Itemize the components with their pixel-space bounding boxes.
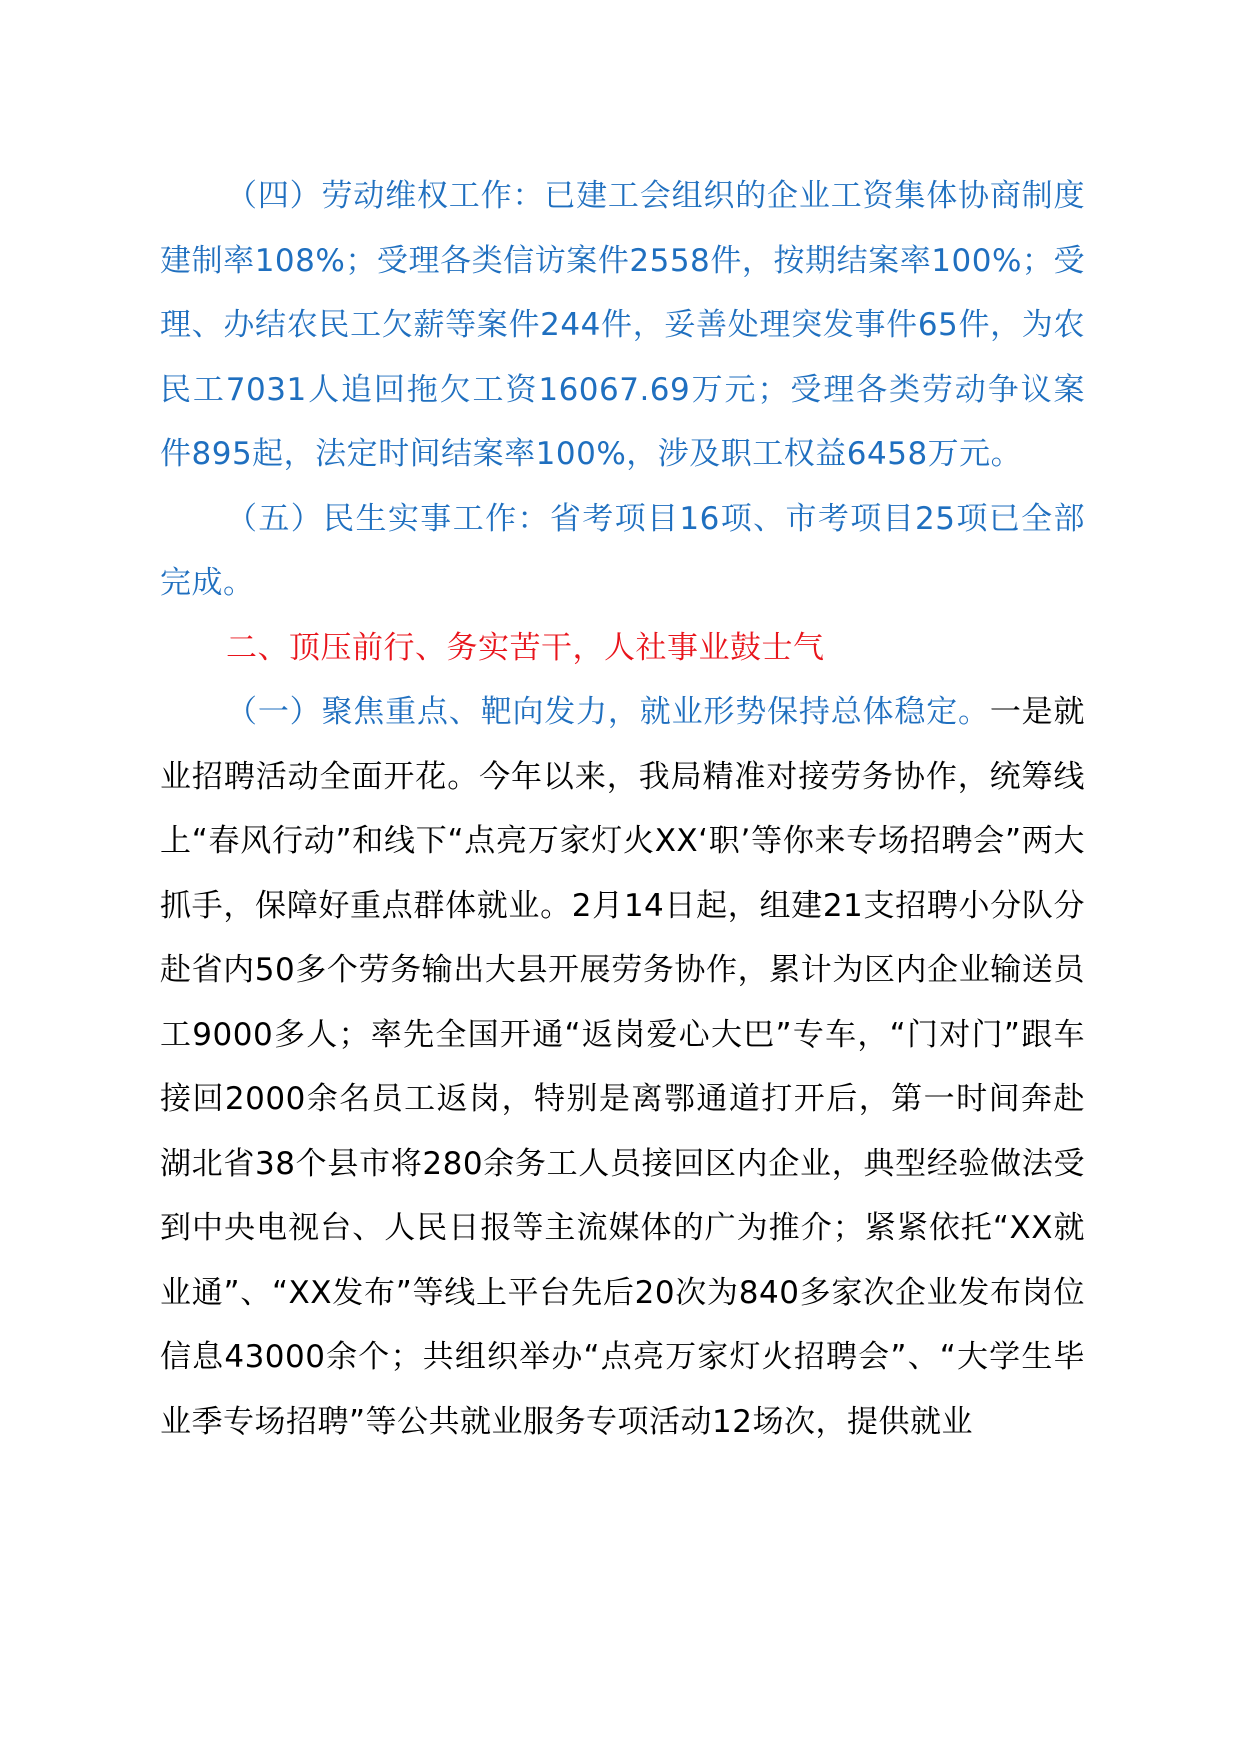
paragraph-employment [160, 680, 1085, 1454]
paragraph-employment-body: 一是就业招聘活动全面开花。今年以来，我局精准对接劳务协作，统筹线上“春风行动”和线下“点亮万家灯火XX‘职’等你来专场招聘会”两大抓手，保障好重点群体就业。2月14日起，组建21支招聘小分队分赴省内50多个劳务输出大县开展劳务协作，累计为区内企业输送员工9000多人；率先全国开通“返岗爱心大巴”专车，“门对门”跟车接回2000余名员工返岗，特别是离鄂通道打开后，第一时间奔赴湖北省38个县市将280余务工人员接回区内企业，典型经验做法受到中央电视台、人民日报等主流媒体的广为推介；紧紧依托“XX就业通”、“XX发布”等线上平台先后20次为840多家次企业发布岗位信息43000余个；共组织举办“点亮万家灯火招聘会”、“大学生毕业季专场招聘”等公共就业服务专项活动12场次，提供就业 [160, 694, 1085, 1440]
paragraph-livelihood-projects: （五）民生实事工作：省考项目16项、市考项目25项已全部完成。 [160, 500, 1085, 601]
paragraph-employment-lead: （一）聚焦重点、靶向发力，就业形势保持总体稳定。 [226, 694, 990, 730]
section-heading: 二、顶压前行、务实苦干，人社事业鼓士气 [226, 629, 825, 666]
paragraph-labor-rights: （四）劳动维权工作：已建工会组织的企业工资集体协商制度建制率108%；受理各类信访案件2558件，按期结案率100%；受理、办结农民工欠薪等案件244件，妥善处理突发事件65件，为农民工7031人追回拖欠工资16067.69万元；受理各类劳动争议案件895起，法定时间结案率100%，涉及职工权益6458万元。 [160, 178, 1085, 472]
document-page [160, 164, 1085, 1454]
